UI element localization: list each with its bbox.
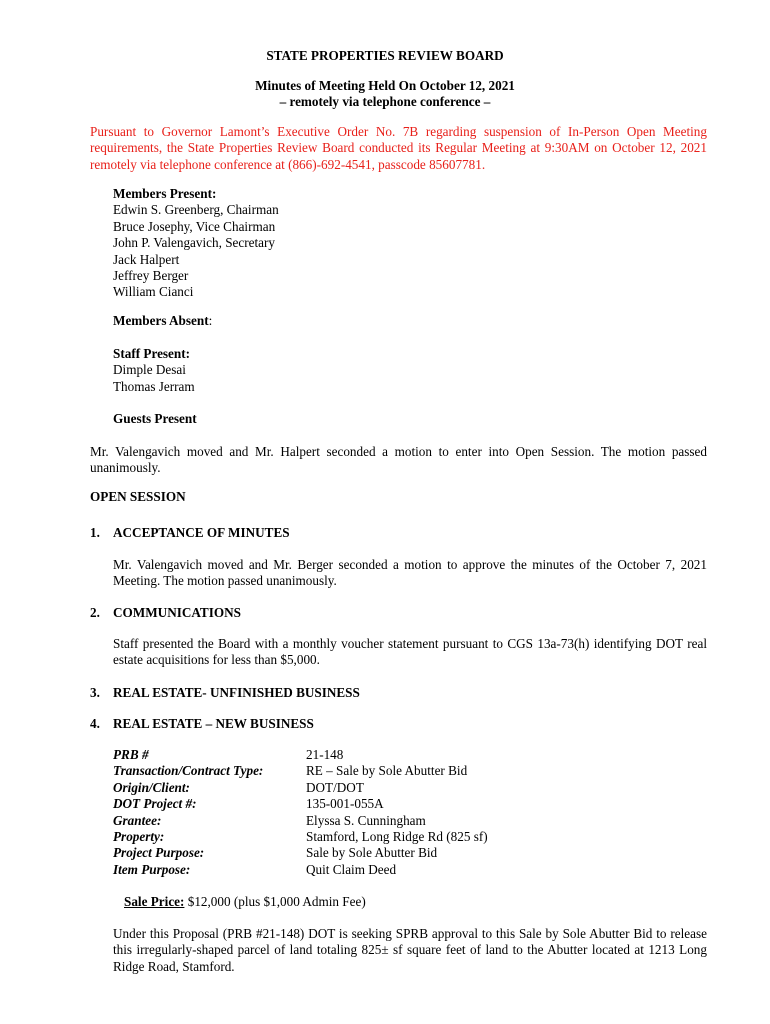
prb-label: Grantee: bbox=[113, 812, 162, 828]
prb-value: Stamford, Long Ridge Rd (825 sf) bbox=[306, 828, 488, 844]
section-4-number: 4. bbox=[90, 716, 100, 731]
section-1-number: 1. bbox=[90, 525, 100, 540]
member-name: Jeffrey Berger bbox=[113, 268, 189, 284]
section-2-number: 2. bbox=[90, 605, 100, 620]
prb-label: Origin/Client: bbox=[113, 779, 190, 795]
staff-name: Thomas Jerram bbox=[113, 378, 195, 394]
sale-price-line bbox=[124, 894, 366, 910]
staff-name: Dimple Desai bbox=[113, 362, 186, 378]
prb-value: Quit Claim Deed bbox=[306, 861, 397, 877]
staff-present-block bbox=[113, 346, 195, 395]
prb-label: Item Purpose: bbox=[113, 861, 191, 877]
prb-values bbox=[306, 747, 488, 878]
member-name: Edwin S. Greenberg, Chairman bbox=[113, 202, 279, 218]
member-name: William Cianci bbox=[113, 284, 194, 300]
member-name: John P. Valengavich, Secretary bbox=[113, 235, 275, 251]
members-absent-colon: : bbox=[208, 313, 213, 328]
section-1-body: Mr. Valengavich moved and Mr. Berger seconded a motion to approve the minutes of the October 7, 2021 Meeting. The motion passed unanimously. bbox=[113, 557, 707, 589]
meeting-date-line: Minutes of Meeting Held On October 12, 2021 bbox=[255, 78, 515, 93]
sale-price-label: Sale Price: bbox=[124, 894, 185, 909]
prb-value: Sale by Sole Abutter Bid bbox=[306, 845, 438, 861]
meeting-mode-line: – remotely via telephone conference – bbox=[279, 94, 491, 109]
section-2-body: Staff presented the Board with a monthly voucher statement pursuant to CGS 13a-73(h) identifying DOT real estate acquisitions for less than $5,000. bbox=[113, 636, 707, 668]
staff-present-heading: Staff Present: bbox=[113, 346, 191, 361]
members-absent-line bbox=[113, 313, 212, 329]
guests-present-heading: Guests Present bbox=[113, 411, 197, 426]
prb-value: 21-148 bbox=[306, 747, 344, 762]
prb-value: 135-001-055A bbox=[306, 796, 384, 812]
prb-label: Transaction/Contract Type: bbox=[113, 763, 264, 779]
section-4-title: REAL ESTATE – NEW BUSINESS bbox=[113, 716, 314, 731]
section-3-number: 3. bbox=[90, 685, 100, 700]
prb-label: Property: bbox=[113, 828, 165, 844]
members-present-heading: Members Present: bbox=[113, 186, 217, 201]
prb-label: PRB # bbox=[113, 747, 149, 762]
open-session-motion: Mr. Valengavich moved and Mr. Halpert seconded a motion to enter into Open Session. The motion passed unanimously. bbox=[90, 444, 707, 476]
members-present-block bbox=[113, 186, 279, 301]
prb-value: DOT/DOT bbox=[306, 779, 364, 795]
prb-label: DOT Project #: bbox=[113, 796, 197, 812]
open-session-heading: OPEN SESSION bbox=[90, 489, 186, 504]
member-name: Bruce Josephy, Vice Chairman bbox=[113, 218, 276, 234]
intro-paragraph: Pursuant to Governor Lamont’s Executive Order No. 7B regarding suspension of In-Person Open Meeting requirements, the State Properties Review Board conducted its Regular Meeting at 9:30AM on October 12, 2021 remotely via telephone conference at (866)-692-4541, passcode 85607781. bbox=[90, 124, 707, 172]
proposal-paragraph: Under this Proposal (PRB #21-148) DOT is seeking SPRB approval to this Sale by Sole Abutter Bid to release this irregularly-shaped parcel of land totaling 825± sf square feet of land to the Abutter located at 1213 Long Ridge Road, Stamford. bbox=[113, 926, 707, 974]
prb-value: RE – Sale by Sole Abutter Bid bbox=[306, 763, 468, 779]
section-2-title: COMMUNICATIONS bbox=[113, 605, 241, 620]
document-title: STATE PROPERTIES REVIEW BOARD bbox=[266, 48, 504, 63]
section-1-title: ACCEPTANCE OF MINUTES bbox=[113, 525, 290, 540]
member-name: Jack Halpert bbox=[113, 251, 180, 267]
prb-label: Project Purpose: bbox=[113, 845, 205, 861]
prb-labels bbox=[113, 747, 263, 878]
members-absent-heading: Members Absent bbox=[113, 313, 209, 328]
section-3-title: REAL ESTATE- UNFINISHED BUSINESS bbox=[113, 685, 360, 700]
sale-price-value: $12,000 (plus $1,000 Admin Fee) bbox=[184, 894, 366, 909]
prb-value: Elyssa S. Cunningham bbox=[306, 812, 426, 828]
